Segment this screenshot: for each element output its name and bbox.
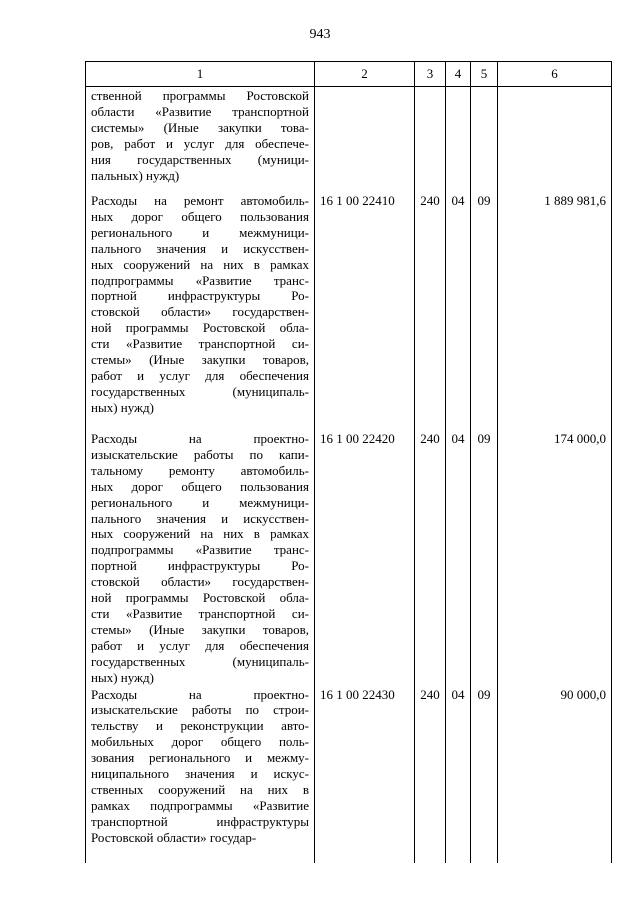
expense-type-code: 240 (415, 686, 446, 863)
description-line: ственных сооружений на них в (91, 781, 309, 797)
expense-type-code: 240 (415, 192, 446, 430)
description-line: ных) нужд) (91, 399, 154, 415)
description-line: стовской области» государствен- (91, 304, 309, 320)
column-header-5: 5 (471, 62, 498, 87)
amount-value: 90 000,0 (498, 686, 612, 863)
description-line: подпрограммы «Развитие транс- (91, 542, 309, 558)
description-line: ния государственных (муници- (91, 151, 309, 167)
target-article-code: 16 1 00 22410 (315, 192, 415, 430)
description-line: пальных) нужд) (91, 167, 180, 183)
subsection-code: 09 (471, 686, 498, 863)
target-article-code: 16 1 00 22420 (315, 430, 415, 686)
subsection-code: 09 (471, 192, 498, 430)
table-row (86, 430, 612, 686)
column-header-2: 2 (315, 62, 415, 87)
column-header-4: 4 (446, 62, 471, 87)
expense-type-code: 240 (415, 430, 446, 686)
section-code: 04 (446, 430, 471, 686)
column-header-6: 6 (498, 62, 612, 87)
description-line: изыскательские работы по строи- (91, 702, 309, 718)
expense-description (86, 686, 315, 863)
description-line: ниципального значения и искус- (91, 766, 309, 782)
description-line: тальному ремонту автомобиль- (91, 462, 309, 478)
description-line: ных сооружений на них в рамках (91, 256, 309, 272)
page-number: 943 (309, 27, 331, 42)
description-line: пального значения и искусствен- (91, 510, 309, 526)
column-header-1: 1 (86, 62, 315, 87)
description-line: регионального и межмуници- (91, 224, 309, 240)
description-line: портной инфраструктуры Ро- (91, 558, 309, 574)
description-line: мобильных дорог общего поль- (91, 734, 309, 750)
section-code: 04 (446, 192, 471, 430)
expense-type-code (415, 87, 446, 193)
description-line: ственной программы Ростовской (91, 88, 309, 103)
description-line: зования регионального и межму- (91, 750, 309, 766)
description-line: ной программы Ростовской обла- (91, 320, 309, 336)
description-line: ных дорог общего пользования (91, 478, 309, 494)
amount-value: 174 000,0 (498, 430, 612, 686)
table-header-row (86, 62, 612, 87)
target-article-code: 16 1 00 22430 (315, 686, 415, 863)
target-article-code (315, 87, 415, 193)
description-line: пального значения и искусствен- (91, 240, 309, 256)
description-line: работ и услуг для обеспечения (91, 367, 309, 383)
expense-description (86, 430, 315, 686)
description-line: стемы» (Иные закупки товаров, (91, 621, 309, 637)
table-row (86, 686, 612, 863)
subsection-code: 09 (471, 430, 498, 686)
description-line: Расходы на проектно- (91, 431, 309, 446)
description-line: государственных (муниципаль- (91, 383, 309, 399)
description-line: ных) нужд) (91, 669, 154, 685)
description-line: рамках подпрограммы «Развитие (91, 797, 309, 813)
description-line: системы» (Иные закупки това- (91, 119, 309, 135)
description-line: ров, работ и услуг для обеспече- (91, 135, 309, 151)
description-line: портной инфраструктуры Ро- (91, 288, 309, 304)
description-line: государственных (муниципаль- (91, 653, 309, 669)
description-line: области «Развитие транспортной (91, 103, 309, 119)
description-line: ной программы Ростовской обла- (91, 590, 309, 606)
amount-value: 1 889 981,6 (498, 192, 612, 430)
description-line: Ростовской области» государ- (91, 829, 257, 845)
description-line: Расходы на проектно- (91, 686, 309, 702)
section-code (446, 87, 471, 193)
subsection-code (471, 87, 498, 193)
description-line: ных сооружений на них в рамках (91, 526, 309, 542)
description-line: стемы» (Иные закупки товаров, (91, 352, 309, 368)
description-line: тельству и реконструкции авто- (91, 718, 309, 734)
description-line: транспортной инфраструктуры (91, 813, 309, 829)
column-header-3: 3 (415, 62, 446, 87)
section-code: 04 (446, 686, 471, 863)
description-line: регионального и межмуници- (91, 494, 309, 510)
description-line: ных дорог общего пользования (91, 208, 309, 224)
description-line: стовской области» государствен- (91, 574, 309, 590)
budget-table (85, 61, 612, 863)
description-line: сти «Развитие транспортной си- (91, 336, 309, 352)
description-line: сти «Развитие транспортной си- (91, 605, 309, 621)
amount-value (498, 87, 612, 193)
description-line: изыскательские работы по капи- (91, 446, 309, 462)
description-line: Расходы на ремонт автомобиль- (91, 193, 309, 208)
table-row (86, 192, 612, 430)
expense-description (86, 87, 315, 193)
description-line: работ и услуг для обеспечения (91, 637, 309, 653)
description-line: подпрограммы «Развитие транс- (91, 272, 309, 288)
expense-description (86, 192, 315, 430)
table-row (86, 87, 612, 193)
